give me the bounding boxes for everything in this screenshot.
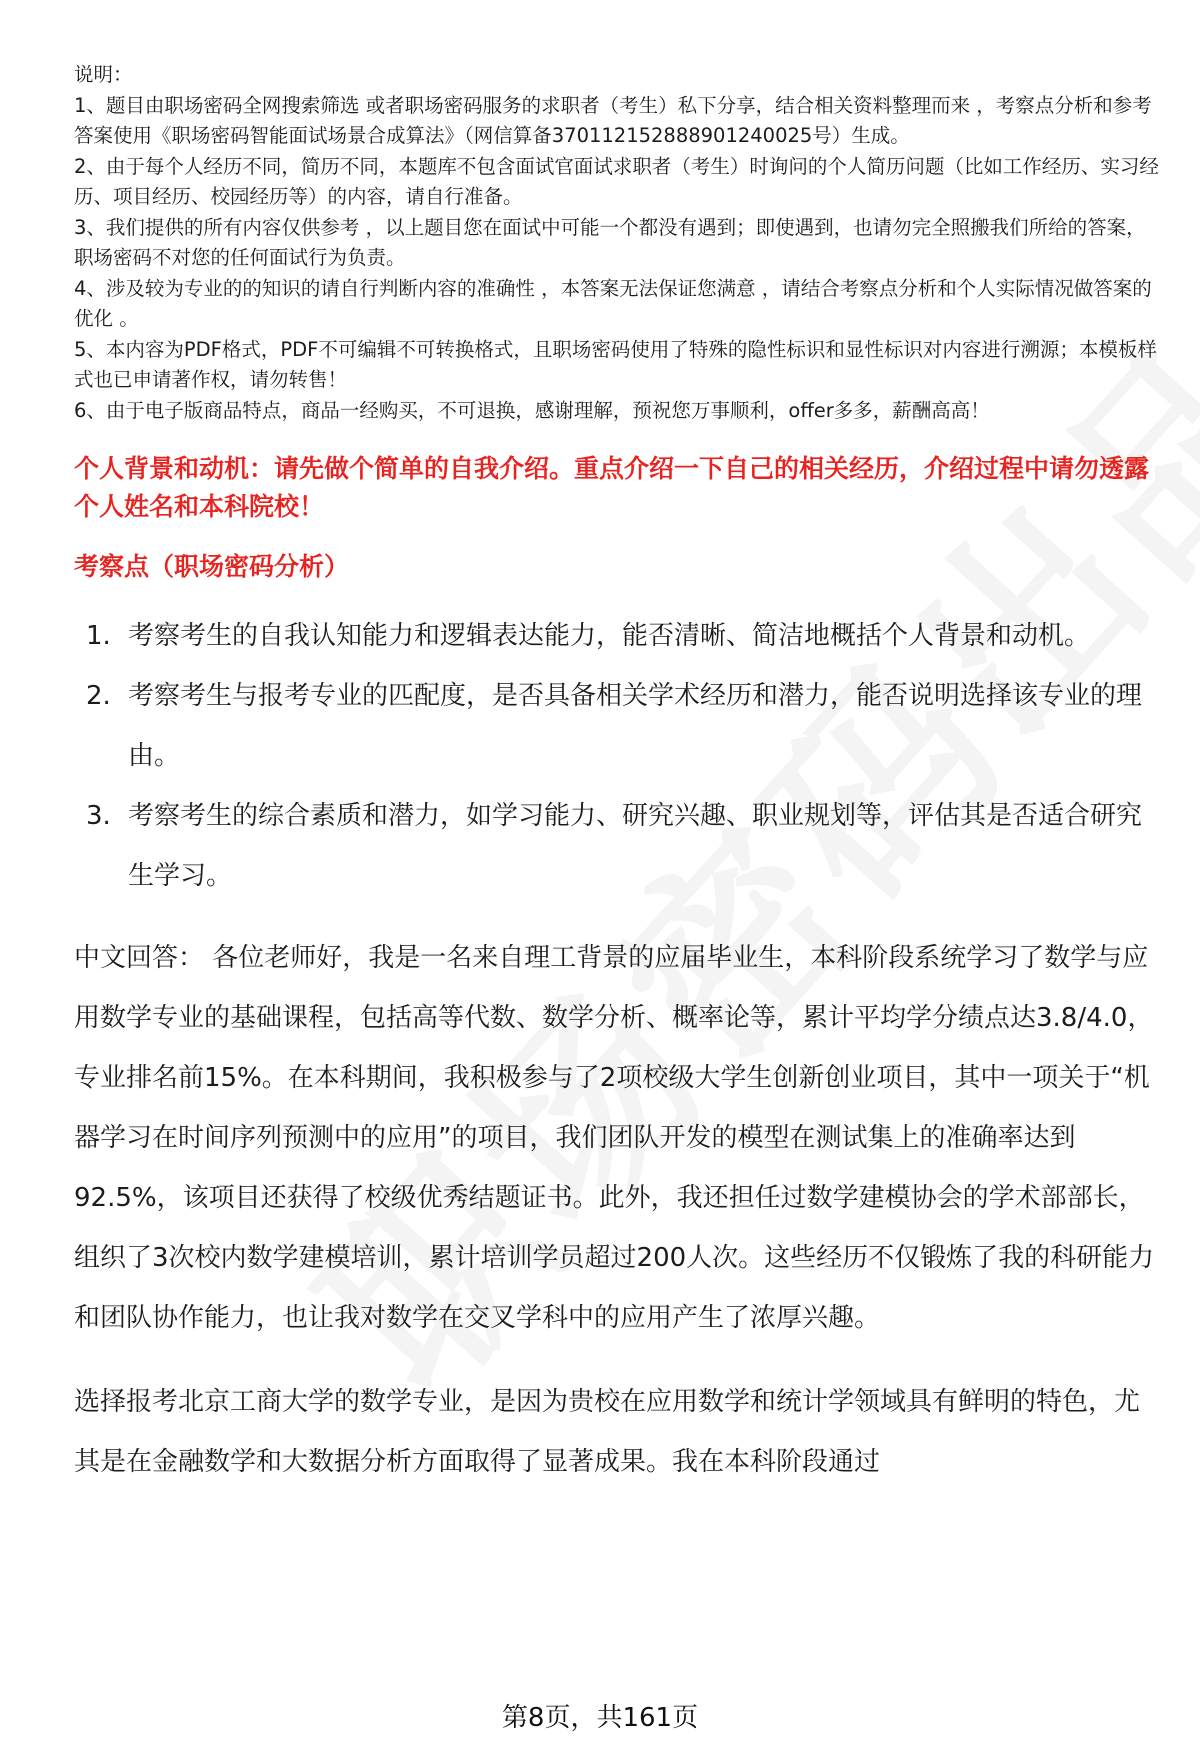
answer-paragraph: 中文回答： 各位老师好，我是一名来自理工背景的应届毕业生，本科阶段系统学习了数学与应用数学专业的基础课程，包括高等代数、数学分析、概率论等，累计平均学分绩点达3.8/4.0，专业排名前15%。在本科期间，我积极参与了2项校级大学生创新创业项目，其中一项关于“机器学习在时间序列预测中的应用”的项目，我们团队开发的模型在测试集上的准确率达到92.5%，该项目还获得了校级优秀结题证书。此外，我还担任过数学建模协会的学术部部长，组织了3次校内数学建模培训，累计培训学员超过200人次。这些经历不仅锻炼了我的科研能力和团队协作能力，也让我对数学在交叉学科中的应用产生了浓厚兴趣。 <box>74 943 1155 1333</box>
note-item: 2、由于每个人经历不同，简历不同，本题库不包含面试官面试求职者（考生）时询问的个人简历问题（比如工作经历、实习经历、项目经历、校园经历等）的内容，请自行准备。 <box>74 154 1159 208</box>
point-number: 2. <box>86 681 111 711</box>
answer-paragraph: 选择报考北京工商大学的数学专业，是因为贵校在应用数学和统计学领域具有鲜明的特色，尤其是在金融数学和大数据分析方面取得了显著成果。我在本科阶段通过 <box>74 1387 1141 1477</box>
point-number: 3. <box>86 801 111 831</box>
analysis-point <box>74 606 1164 666</box>
note-item: 3、我们提供的所有内容仅供参考 ，以上题目您在面试中可能一个都没有遇到；即使遇到，也请勿完全照搬我们所给的答案，职场密码不对您的任何面试行为负责。 <box>74 215 1146 269</box>
analysis-title: 考察点（职场密码分析） <box>74 552 350 581</box>
notes-section <box>74 60 1164 426</box>
note-item: 4、涉及较为专业的的知识的请自行判断内容的准确性 ，本答案无法保证您满意 ，请结合考察点分析和个人实际情况做答案的优化 。 <box>74 276 1152 330</box>
note-item: 5、本内容为PDF格式，PDF不可编辑不可转换格式，且职场密码使用了特殊的隐性标识和显性标识对内容进行溯源；本模板样式也已申请著作权，请勿转售！ <box>74 337 1157 391</box>
point-text: 考察考生与报考专业的匹配度，是否具备相关学术经历和潜力，能否说明选择该专业的理由。 <box>128 681 1143 771</box>
question-heading: 个人背景和动机：请先做个简单的自我介绍。重点介绍一下自己的相关经历，介绍过程中请勿透露个人姓名和本科院校！ <box>74 454 1150 521</box>
note-item: 1、题目由职场密码全网搜索筛选 或者职场密码服务的求职者（考生）私下分享，结合相关资料整理而来 ，考察点分析和参考答案使用《职场密码智能面试场景合成算法》（网信算备370112152888901240025号）生成。 <box>74 93 1152 147</box>
point-text: 考察考生的自我认知能力和逻辑表达能力，能否清晰、简洁地概括个人背景和动机。 <box>128 621 1091 651</box>
analysis-point <box>74 786 1164 906</box>
analysis-points <box>74 606 1164 906</box>
note-item: 6、由于电子版商品特点，商品一经购买，不可退换，感谢理解，预祝您万事顺利，offer多多，薪酬高高！ <box>74 398 990 422</box>
point-number: 1. <box>86 621 111 651</box>
page-number: 第8页，共161页 <box>501 1703 699 1733</box>
notes-title: 说明： <box>74 63 133 86</box>
document-page <box>74 60 1164 1516</box>
analysis-point <box>74 666 1164 786</box>
point-text: 考察考生的综合素质和潜力，如学习能力、研究兴趣、职业规划等，评估其是否适合研究生学习。 <box>128 801 1143 891</box>
answer-section <box>74 928 1164 1492</box>
